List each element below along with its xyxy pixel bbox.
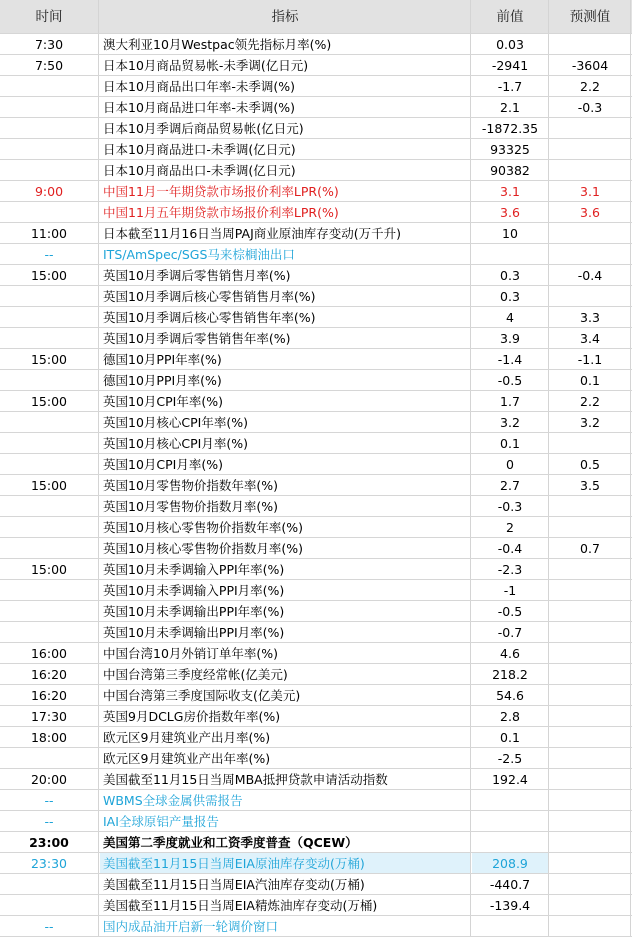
- time-cell: 9:00: [34, 184, 64, 199]
- previous-cell: -139.4: [489, 898, 531, 913]
- row-divider: [0, 33, 632, 34]
- indicator-cell: 中国11月五年期贷款市场报价利率LPR(%): [103, 205, 339, 220]
- previous-cell: 3.2: [500, 415, 520, 430]
- table-row: [0, 76, 632, 97]
- indicator-cell: 英国10月零售物价指数月率(%): [103, 499, 279, 514]
- indicator-cell: 国内成品油开启新一轮调价窗口: [103, 919, 279, 934]
- table-row: [0, 874, 632, 895]
- table-row: [0, 853, 632, 874]
- table-row: [0, 181, 632, 202]
- column-divider: [548, 0, 549, 937]
- row-divider: [0, 96, 632, 97]
- row-divider: [0, 873, 632, 874]
- table-row: [0, 664, 632, 685]
- indicator-cell: 美国截至11月15日当周EIA精炼油库存变动(万桶): [103, 898, 378, 913]
- table-row: [0, 223, 632, 244]
- time-cell: --: [44, 919, 54, 934]
- previous-cell: [472, 244, 548, 265]
- time-cell: 7:30: [34, 37, 64, 52]
- previous-cell: 0.1: [500, 730, 520, 745]
- previous-cell: -2941: [491, 58, 529, 73]
- indicator-cell: 日本10月商品贸易帐-未季调(亿日元): [103, 58, 309, 73]
- forecast-cell: [550, 622, 630, 643]
- table-row: [0, 328, 632, 349]
- time-cell: 15:00: [30, 268, 68, 283]
- forecast-cell: [550, 559, 630, 580]
- time-cell: 15:00: [30, 478, 68, 493]
- forecast-cell: [550, 34, 630, 55]
- column-divider: [470, 0, 471, 937]
- forecast-cell: [550, 790, 630, 811]
- row-divider: [0, 180, 632, 181]
- table-row: [0, 370, 632, 391]
- time-cell: 15:00: [30, 352, 68, 367]
- time-cell: [0, 370, 98, 391]
- time-cell: [0, 895, 98, 916]
- table-row: [0, 244, 632, 265]
- indicator-cell: 日本截至11月16日当周PAJ商业原油库存变动(万千升): [103, 226, 402, 241]
- previous-cell: 1.7: [500, 394, 520, 409]
- table-row: [0, 727, 632, 748]
- forecast-cell: [550, 811, 630, 832]
- time-cell: [0, 160, 98, 181]
- table-row: [0, 769, 632, 790]
- table-row: [0, 454, 632, 475]
- table-row: [0, 916, 632, 937]
- previous-cell: 2: [506, 520, 514, 535]
- time-cell: [0, 496, 98, 517]
- previous-cell: 218.2: [492, 667, 528, 682]
- indicator-cell: 英国10月未季调输出PPI月率(%): [103, 625, 285, 640]
- previous-cell: 0.3: [500, 268, 520, 283]
- time-cell: 20:00: [30, 772, 68, 787]
- indicator-cell: 日本10月商品进口年率-未季调(%): [103, 100, 296, 115]
- table-row: [0, 139, 632, 160]
- table-row: [0, 265, 632, 286]
- table-header: [0, 0, 632, 34]
- time-cell: [0, 307, 98, 328]
- time-cell: [0, 97, 98, 118]
- time-cell: 16:00: [30, 646, 68, 661]
- time-cell: 16:20: [30, 667, 68, 682]
- row-divider: [0, 621, 632, 622]
- time-cell: 23:30: [30, 856, 68, 871]
- row-divider: [0, 117, 632, 118]
- indicator-cell: 英国10月核心CPI年率(%): [103, 415, 248, 430]
- indicator-cell: 美国截至11月15日当周EIA汽油库存变动(万桶): [103, 877, 365, 892]
- previous-cell: -0.4: [497, 541, 523, 556]
- indicator-cell: 德国10月PPI年率(%): [103, 352, 222, 367]
- table-row: [0, 895, 632, 916]
- forecast-cell: -1.1: [577, 352, 603, 367]
- indicator-cell: 欧元区9月建筑业产出年率(%): [103, 751, 271, 766]
- time-cell: 15:00: [30, 394, 68, 409]
- indicator-cell: 中国台湾10月外销订单年率(%): [103, 646, 279, 661]
- row-divider: [0, 201, 632, 202]
- indicator-cell: 英国10月核心零售物价指数年率(%): [103, 520, 304, 535]
- table-row: [0, 748, 632, 769]
- indicator-cell: 中国台湾第三季度国际收支(亿美元): [103, 688, 301, 703]
- forecast-cell: [550, 769, 630, 790]
- previous-cell: -1.4: [497, 352, 523, 367]
- table-row: [0, 580, 632, 601]
- previous-cell: 90382: [490, 163, 530, 178]
- row-divider: [0, 285, 632, 286]
- indicator-cell: 日本10月商品进口-未季调(亿日元): [103, 142, 296, 157]
- forecast-cell: [550, 853, 630, 874]
- indicator-cell: IAI全球原铝产量报告: [103, 814, 219, 829]
- previous-cell: 208.9: [472, 853, 548, 874]
- row-divider: [0, 411, 632, 412]
- forecast-cell: 0.7: [580, 541, 600, 556]
- table-row: [0, 517, 632, 538]
- table-row: [0, 538, 632, 559]
- row-divider: [0, 348, 632, 349]
- forecast-cell: 3.5: [580, 478, 600, 493]
- time-cell: 7:50: [34, 58, 64, 73]
- time-cell: [0, 76, 98, 97]
- previous-cell: 2.7: [500, 478, 520, 493]
- indicator-cell: 英国9月DCLG房价指数年率(%): [103, 709, 281, 724]
- row-divider: [0, 222, 632, 223]
- previous-cell: [472, 832, 548, 853]
- row-divider: [0, 453, 632, 454]
- row-divider: [0, 915, 632, 916]
- table-row: [0, 34, 632, 55]
- previous-cell: 0.1: [500, 436, 520, 451]
- previous-cell: [472, 916, 548, 937]
- time-cell: 23:00: [29, 835, 69, 850]
- row-divider: [0, 264, 632, 265]
- header-time: 时间: [35, 9, 63, 25]
- indicator-cell: 英国10月季调后核心零售销售月率(%): [103, 289, 316, 304]
- row-divider: [0, 726, 632, 727]
- indicator-cell: 中国台湾第三季度经常帐(亿美元): [103, 667, 288, 682]
- indicator-cell: 美国截至11月15日当周EIA原油库存变动(万桶): [100, 853, 470, 874]
- time-cell: --: [44, 793, 54, 808]
- forecast-cell: [550, 643, 630, 664]
- time-cell: 15:00: [30, 562, 68, 577]
- row-divider: [0, 600, 632, 601]
- table-row: [0, 412, 632, 433]
- time-cell: [0, 517, 98, 538]
- indicator-cell: 澳大利亚10月Westpac领先指标月率(%): [103, 37, 332, 52]
- forecast-cell: [550, 727, 630, 748]
- forecast-cell: [550, 580, 630, 601]
- row-divider: [0, 747, 632, 748]
- indicator-cell: 英国10月未季调输入PPI月率(%): [103, 583, 285, 598]
- time-cell: --: [44, 814, 54, 829]
- previous-cell: [472, 811, 548, 832]
- time-cell: [0, 580, 98, 601]
- time-cell: [0, 286, 98, 307]
- forecast-cell: -0.4: [577, 268, 603, 283]
- forecast-cell: 3.6: [580, 205, 600, 220]
- forecast-cell: [550, 832, 630, 853]
- indicator-cell: 英国10月未季调输出PPI年率(%): [103, 604, 285, 619]
- table-row: [0, 475, 632, 496]
- previous-cell: 3.1: [500, 184, 520, 199]
- row-divider: [0, 159, 632, 160]
- forecast-cell: [550, 706, 630, 727]
- row-divider: [0, 243, 632, 244]
- previous-cell: 2.1: [500, 100, 520, 115]
- previous-cell: -0.5: [497, 604, 523, 619]
- forecast-cell: 0.5: [580, 457, 600, 472]
- forecast-cell: [550, 118, 630, 139]
- time-cell: [0, 433, 98, 454]
- previous-cell: -0.3: [497, 499, 523, 514]
- time-cell: [0, 538, 98, 559]
- row-divider: [0, 327, 632, 328]
- column-divider: [98, 0, 99, 937]
- row-divider: [0, 54, 632, 55]
- forecast-cell: [550, 160, 630, 181]
- table-row: [0, 286, 632, 307]
- forecast-cell: [550, 286, 630, 307]
- previous-cell: -1: [503, 583, 517, 598]
- time-cell: 18:00: [30, 730, 68, 745]
- table-row: [0, 307, 632, 328]
- forecast-cell: [550, 139, 630, 160]
- row-divider: [0, 894, 632, 895]
- table-row: [0, 559, 632, 580]
- row-divider: [0, 537, 632, 538]
- previous-cell: -0.5: [497, 373, 523, 388]
- forecast-cell: [550, 748, 630, 769]
- forecast-cell: 3.4: [580, 331, 600, 346]
- indicator-cell: 德国10月PPI月率(%): [103, 373, 222, 388]
- table-row: [0, 349, 632, 370]
- table-row: [0, 160, 632, 181]
- row-divider: [0, 558, 632, 559]
- forecast-cell: 3.2: [580, 415, 600, 430]
- forecast-cell: -0.3: [577, 100, 603, 115]
- previous-cell: -0.7: [497, 625, 523, 640]
- row-divider: [0, 663, 632, 664]
- indicator-cell: 日本10月商品出口-未季调(亿日元): [103, 163, 296, 178]
- indicator-cell: 英国10月未季调输入PPI年率(%): [103, 562, 285, 577]
- indicator-cell: 欧元区9月建筑业产出月率(%): [103, 730, 271, 745]
- row-divider: [0, 852, 632, 853]
- previous-cell: 3.9: [500, 331, 520, 346]
- time-cell: [0, 601, 98, 622]
- indicator-cell: 英国10月季调后零售销售月率(%): [103, 268, 291, 283]
- row-divider: [0, 138, 632, 139]
- row-divider: [0, 495, 632, 496]
- row-divider: [0, 579, 632, 580]
- table-row: [0, 202, 632, 223]
- table-row: [0, 118, 632, 139]
- table-row: [0, 391, 632, 412]
- forecast-cell: [550, 244, 630, 265]
- previous-cell: 0.3: [500, 289, 520, 304]
- table-row: [0, 790, 632, 811]
- time-cell: --: [44, 247, 54, 262]
- forecast-cell: 2.2: [580, 394, 600, 409]
- table-row: [0, 55, 632, 76]
- previous-cell: 0.03: [496, 37, 524, 52]
- forecast-cell: [550, 685, 630, 706]
- indicator-cell: 英国10月季调后零售销售年率(%): [103, 331, 291, 346]
- indicator-cell: 英国10月核心零售物价指数月率(%): [103, 541, 304, 556]
- column-divider: [630, 0, 631, 937]
- time-cell: [0, 622, 98, 643]
- forecast-cell: [550, 433, 630, 454]
- row-divider: [0, 516, 632, 517]
- forecast-cell: -3604: [571, 58, 609, 73]
- forecast-cell: [550, 916, 630, 937]
- table-row: [0, 832, 632, 853]
- time-cell: 11:00: [30, 226, 68, 241]
- previous-cell: 4.6: [500, 646, 520, 661]
- time-cell: [0, 118, 98, 139]
- row-divider: [0, 642, 632, 643]
- row-divider: [0, 432, 632, 433]
- time-cell: 17:30: [30, 709, 68, 724]
- indicator-cell: 英国10月CPI年率(%): [103, 394, 223, 409]
- indicator-cell: 美国第二季度就业和工资季度普查（QCEW）: [103, 835, 358, 850]
- forecast-cell: [550, 517, 630, 538]
- previous-cell: -440.7: [489, 877, 531, 892]
- indicator-cell: 中国11月一年期贷款市场报价利率LPR(%): [103, 184, 339, 199]
- forecast-cell: [550, 664, 630, 685]
- row-divider: [0, 705, 632, 706]
- row-divider: [0, 810, 632, 811]
- previous-cell: -1872.35: [481, 121, 539, 136]
- previous-cell: -2.3: [497, 562, 523, 577]
- forecast-cell: [550, 895, 630, 916]
- indicator-cell: 英国10月CPI月率(%): [103, 457, 223, 472]
- previous-cell: 3.6: [500, 205, 520, 220]
- time-cell: [0, 202, 98, 223]
- indicator-cell: 日本10月季调后商品贸易帐(亿日元): [103, 121, 304, 136]
- row-divider: [0, 369, 632, 370]
- table-row: [0, 643, 632, 664]
- previous-cell: -1.7: [497, 79, 523, 94]
- previous-cell: 10: [502, 226, 518, 241]
- time-cell: [0, 748, 98, 769]
- indicator-cell: 英国10月零售物价指数年率(%): [103, 478, 279, 493]
- row-divider: [0, 789, 632, 790]
- header-previous: 前值: [496, 9, 524, 25]
- forecast-cell: [550, 601, 630, 622]
- row-divider: [0, 390, 632, 391]
- header-forecast: 预测值: [569, 9, 611, 25]
- previous-cell: 0: [506, 457, 514, 472]
- previous-cell: 54.6: [496, 688, 524, 703]
- row-divider: [0, 831, 632, 832]
- previous-cell: -2.5: [497, 751, 523, 766]
- table-row: [0, 601, 632, 622]
- previous-cell: 93325: [490, 142, 530, 157]
- forecast-cell: [550, 223, 630, 244]
- row-divider: [0, 306, 632, 307]
- previous-cell: [472, 790, 548, 811]
- indicator-cell: 英国10月季调后核心零售销售年率(%): [103, 310, 316, 325]
- row-divider: [0, 768, 632, 769]
- indicator-cell: 美国截至11月15日当周MBA抵押贷款申请活动指数: [103, 772, 388, 787]
- time-cell: [0, 412, 98, 433]
- time-cell: [0, 328, 98, 349]
- table-row: [0, 811, 632, 832]
- row-divider: [0, 684, 632, 685]
- indicator-cell: 日本10月商品出口年率-未季调(%): [103, 79, 296, 94]
- time-cell: [0, 139, 98, 160]
- indicator-cell: ITS/AmSpec/SGS马来棕榈油出口: [103, 247, 295, 262]
- forecast-cell: 0.1: [580, 373, 600, 388]
- forecast-cell: 3.1: [580, 184, 600, 199]
- forecast-cell: 3.3: [580, 310, 600, 325]
- table-row: [0, 706, 632, 727]
- table-row: [0, 433, 632, 454]
- forecast-cell: [550, 496, 630, 517]
- table-row: [0, 622, 632, 643]
- table-row: [0, 685, 632, 706]
- forecast-cell: 2.2: [580, 79, 600, 94]
- table-row: [0, 496, 632, 517]
- previous-cell: 2.8: [500, 709, 520, 724]
- row-divider: [0, 75, 632, 76]
- indicator-cell: 英国10月核心CPI月率(%): [103, 436, 248, 451]
- header-indicator: 指标: [271, 9, 299, 25]
- previous-cell: 4: [506, 310, 514, 325]
- time-cell: [0, 874, 98, 895]
- previous-cell: 192.4: [492, 772, 528, 787]
- time-cell: 16:20: [30, 688, 68, 703]
- indicator-cell: WBMS全球金属供需报告: [103, 793, 243, 808]
- forecast-cell: [550, 874, 630, 895]
- table-row: [0, 97, 632, 118]
- time-cell: [0, 454, 98, 475]
- row-divider: [0, 474, 632, 475]
